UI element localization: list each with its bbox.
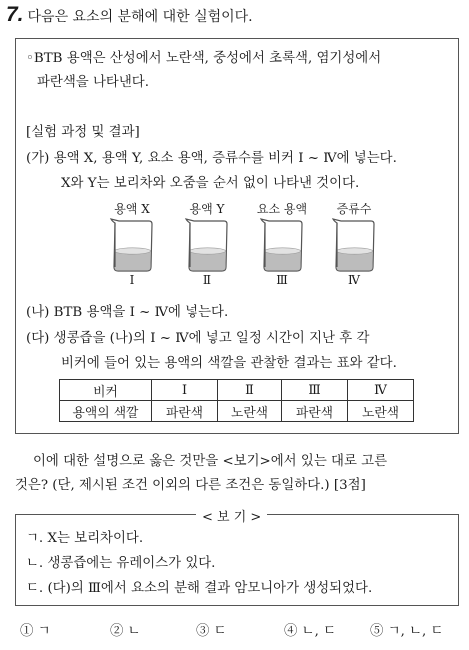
table-row [60, 401, 414, 422]
bogi-item-1: ㄱ. X는 보리차이다. [26, 531, 144, 546]
step-da-line2: 비커에 들어 있는 용액의 색깔을 관찰한 결과는 표와 같다. [61, 356, 397, 371]
beaker-icon [109, 217, 155, 273]
bogi-item-2: ㄴ. 생콩즙에는 유레이스가 있다. [26, 556, 216, 571]
beaker-numeral: Ⅱ [202, 273, 212, 287]
answer-choices [20, 620, 460, 642]
result-table [59, 379, 414, 422]
step-da-line1: (다) 생콩즙을 (나)의 Ⅰ ~ Ⅳ에 넣고 일정 시간이 지난 후 각 [26, 331, 370, 346]
table-cell: 노란색 [218, 401, 282, 422]
table-cell: 파란색 [152, 401, 218, 422]
beaker-3 [254, 201, 310, 293]
step-ga-line2: X와 Y는 보리차와 오줌을 순서 없이 나타낸 것이다. [61, 176, 360, 191]
btb-description-line2: 파란색을 나타낸다. [37, 75, 149, 90]
beaker-1 [104, 201, 160, 293]
btb-description-line1: ◦BTB 용액은 산성에서 노란색, 중성에서 초록색, 염기성에서 [26, 51, 382, 66]
beaker-icon [331, 217, 377, 273]
experiment-box [15, 38, 459, 434]
table-cell: 노란색 [348, 401, 414, 422]
table-cell: Ⅱ [218, 380, 282, 401]
beaker-2 [179, 201, 235, 293]
table-cell: 비커 [60, 380, 152, 401]
question-number: 7. [6, 3, 24, 26]
beaker-icon [259, 217, 305, 273]
procedure-title: [실험 과정 및 결과] [26, 125, 140, 140]
choice-5[interactable]: ⑤ ㄱ, ㄴ, ㄷ [370, 624, 444, 639]
question-prompt [15, 450, 461, 498]
beaker-label: 용액 Y [189, 202, 225, 216]
beaker-label: 용액 X [114, 202, 150, 216]
table-cell: 파란색 [282, 401, 348, 422]
bogi-item-3: ㄷ. (다)의 Ⅲ에서 요소의 분해 결과 암모니아가 생성되었다. [26, 581, 373, 596]
table-cell: Ⅳ [348, 380, 414, 401]
question-prompt-line1: 이에 대한 설명으로 옳은 것만을 <보기>에서 있는 대로 고른 [33, 454, 388, 469]
beaker-4 [326, 201, 382, 293]
question-header [6, 3, 253, 27]
question-prompt-line2: 것은? (단, 제시된 조건 이외의 다른 조건은 동일하다.) [3점] [15, 478, 366, 493]
bogi-box [15, 510, 459, 606]
beaker-numeral: Ⅳ [348, 273, 360, 287]
step-na: (나) BTB 용액을 Ⅰ ~ Ⅳ에 넣는다. [26, 305, 229, 320]
choice-3[interactable]: ③ ㄷ [196, 624, 227, 639]
choice-2[interactable]: ② ㄴ [110, 624, 141, 639]
beaker-numeral: Ⅲ [276, 273, 288, 287]
table-cell: Ⅲ [282, 380, 348, 401]
question-title: 다음은 요소의 분해에 대한 실험이다. [27, 9, 253, 25]
step-ga-line1: (가) 용액 X, 용액 Y, 요소 용액, 증류수를 비커 Ⅰ ~ Ⅳ에 넣는다. [26, 151, 397, 166]
choice-1[interactable]: ① ㄱ [20, 624, 51, 639]
beaker-numeral: Ⅰ [129, 273, 135, 287]
beaker-label: 증류수 [336, 202, 372, 216]
table-cell: 용액의 색깔 [60, 401, 152, 422]
table-header-row [60, 380, 414, 401]
beaker-illustration [104, 201, 384, 293]
choice-4[interactable]: ④ ㄴ, ㄷ [284, 624, 337, 639]
btb-description [26, 47, 451, 95]
bogi-title: < 보 기 > [196, 506, 267, 525]
table-cell: Ⅰ [152, 380, 218, 401]
beaker-icon [184, 217, 230, 273]
beaker-label: 요소 용액 [256, 202, 308, 216]
